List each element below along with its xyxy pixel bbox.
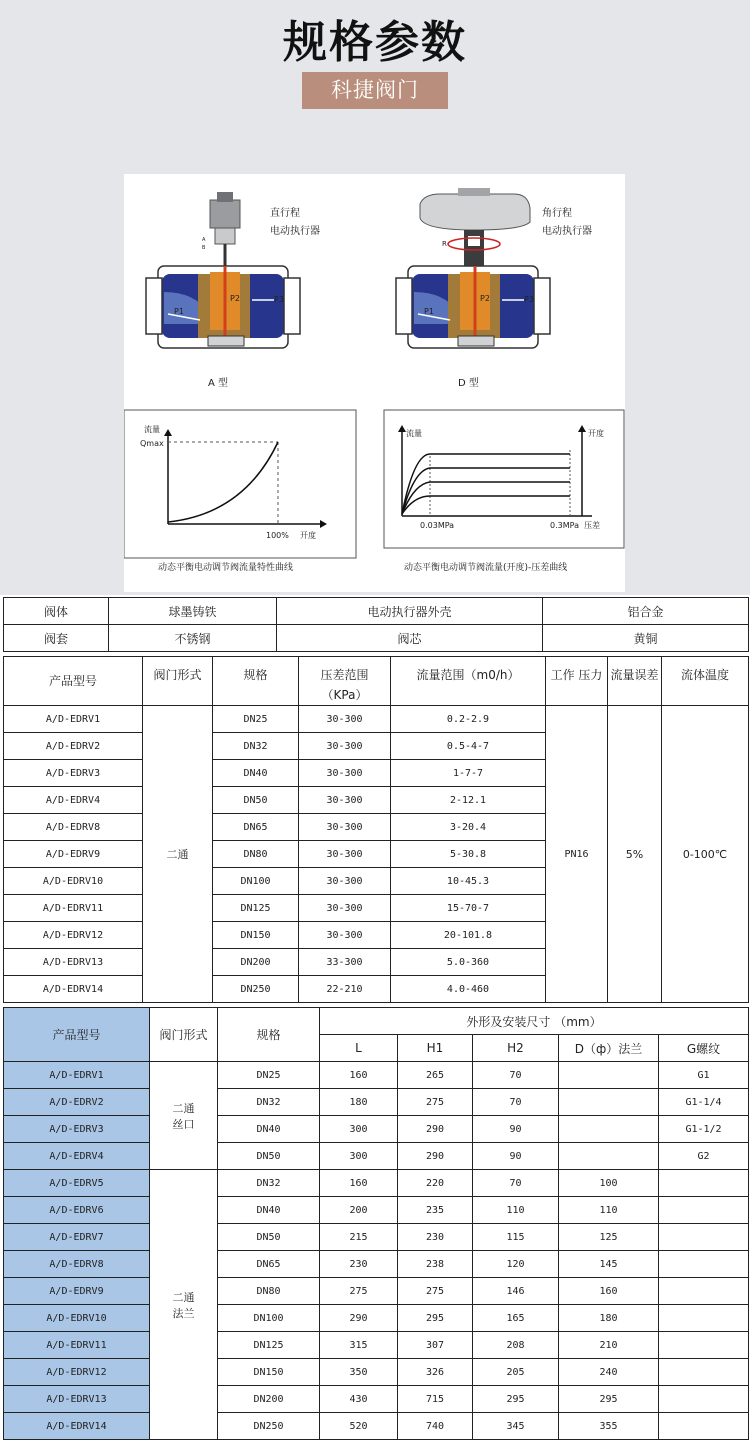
material-value-sleeve: 不锈钢	[109, 625, 277, 652]
h2-cell: 70	[473, 1170, 559, 1197]
table-row	[4, 1386, 749, 1413]
col-header-form: 阀门形式	[143, 657, 213, 706]
form-cell: 二通	[143, 706, 213, 1003]
table-row	[4, 1143, 749, 1170]
actuator-cap-icon	[217, 192, 233, 202]
size-cell: DN125	[218, 1332, 320, 1359]
flange-diameter-cell	[559, 1062, 659, 1089]
flange-diameter-cell: 210	[559, 1332, 659, 1359]
curve-left-xtick: 100%	[266, 531, 289, 540]
flange-diameter-cell: 240	[559, 1359, 659, 1386]
h1-cell: 326	[398, 1359, 473, 1386]
thread-cell	[659, 1197, 749, 1224]
actuator-coupling-icon	[215, 228, 235, 244]
h1-cell: 275	[398, 1278, 473, 1305]
model-cell: A/D-EDRV10	[4, 868, 143, 895]
material-value-actuator-housing: 铝合金	[543, 598, 749, 625]
material-label-sleeve: 阀套	[4, 625, 109, 652]
form-thread-line2: 丝口	[172, 1117, 195, 1131]
valve-diagram	[124, 174, 625, 592]
length-cell: 520	[320, 1413, 398, 1440]
material-value-body: 球墨铸铁	[109, 598, 277, 625]
pressure-diff-cell: 30-300	[299, 706, 391, 733]
size-cell: DN200	[213, 949, 299, 976]
thread-cell	[659, 1305, 749, 1332]
size-cell: DN125	[213, 895, 299, 922]
model-cell: A/D-EDRV10	[4, 1305, 150, 1332]
table-row	[4, 1305, 749, 1332]
valve-a-actuator-label-1: 直行程	[270, 208, 300, 219]
valve-a-p1-label: P1	[174, 307, 184, 316]
length-cell: 290	[320, 1305, 398, 1332]
curve-right-xtick-1: 0.03MPa	[420, 521, 455, 530]
material-label-core: 阀芯	[277, 625, 543, 652]
h2-cell: 295	[473, 1386, 559, 1413]
h1-cell: 238	[398, 1251, 473, 1278]
col-header-size: 规格	[213, 657, 299, 706]
length-cell: 275	[320, 1278, 398, 1305]
dims-header-G: G螺纹	[659, 1035, 749, 1062]
flow-range-cell: 1-7-7	[391, 760, 546, 787]
curve-right-xlabel: 压差	[584, 521, 600, 530]
col-header-pressure: 工作 压力	[546, 657, 608, 706]
model-cell: A/D-EDRV4	[4, 787, 143, 814]
thread-cell	[659, 1413, 749, 1440]
page-title: 规格参数	[283, 17, 467, 68]
size-cell: DN25	[213, 706, 299, 733]
spec-table	[3, 656, 749, 1003]
size-cell: DN50	[218, 1143, 320, 1170]
pressure-diff-cell: 30-300	[299, 787, 391, 814]
length-cell: 160	[320, 1170, 398, 1197]
model-cell: A/D-EDRV7	[4, 1224, 150, 1251]
curve-left-ymax: Qmax	[140, 439, 164, 448]
pressure-diff-cell: 30-300	[299, 868, 391, 895]
model-cell: A/D-EDRV6	[4, 1197, 150, 1224]
dims-header-model: 产品型号	[4, 1008, 150, 1062]
dims-header-H2: H2	[473, 1035, 559, 1062]
length-cell: 315	[320, 1332, 398, 1359]
h1-cell: 290	[398, 1116, 473, 1143]
flow-range-cell: 0.5-4-7	[391, 733, 546, 760]
valve-a-type-label: A 型	[208, 378, 229, 389]
pressure-difference-curve	[384, 410, 624, 573]
pressure-diff-cell: 30-300	[299, 814, 391, 841]
form-thread-line1: 二通	[172, 1101, 195, 1115]
h1-cell: 220	[398, 1170, 473, 1197]
table-row	[4, 1116, 749, 1143]
model-cell: A/D-EDRV14	[4, 1413, 150, 1440]
size-cell: DN80	[213, 841, 299, 868]
h1-cell: 265	[398, 1062, 473, 1089]
length-cell: 430	[320, 1386, 398, 1413]
h1-cell: 290	[398, 1143, 473, 1170]
figure-section	[0, 158, 750, 595]
valve-d-actuator-label-1: 角行程	[542, 208, 572, 219]
valve-d-rotation-label: R	[442, 240, 447, 248]
length-cell: 300	[320, 1143, 398, 1170]
h2-cell: 120	[473, 1251, 559, 1278]
model-cell: A/D-EDRV1	[4, 1062, 150, 1089]
length-cell: 180	[320, 1089, 398, 1116]
size-cell: DN32	[218, 1170, 320, 1197]
size-cell: DN150	[213, 922, 299, 949]
flange-diameter-cell: 145	[559, 1251, 659, 1278]
model-cell: A/D-EDRV8	[4, 814, 143, 841]
length-cell: 200	[320, 1197, 398, 1224]
size-cell: DN150	[218, 1359, 320, 1386]
model-cell: A/D-EDRV13	[4, 1386, 150, 1413]
table-row	[4, 598, 749, 625]
flow-range-cell: 5-30.8	[391, 841, 546, 868]
model-cell: A/D-EDRV1	[4, 706, 143, 733]
model-cell: A/D-EDRV11	[4, 895, 143, 922]
h2-cell: 205	[473, 1359, 559, 1386]
table-row	[4, 706, 749, 733]
materials-table	[3, 597, 749, 652]
pressure-diff-cell: 30-300	[299, 760, 391, 787]
dimensions-table	[3, 1007, 749, 1440]
curve-left-caption: 动态平衡电动调节阀流量特性曲线	[158, 563, 294, 573]
col-header-model: 产品型号	[4, 657, 143, 706]
curve-right-caption: 动态平衡电动调节阀流量(开度)-压差曲线	[404, 563, 568, 573]
flow-range-cell: 4.0-460	[391, 976, 546, 1003]
dims-header-D: D（ф）法兰	[559, 1035, 659, 1062]
pressure-diff-cell: 30-300	[299, 895, 391, 922]
thread-cell: G1-1/2	[659, 1116, 749, 1143]
h1-cell: 235	[398, 1197, 473, 1224]
size-cell: DN32	[213, 733, 299, 760]
valve-d-illustration	[396, 188, 592, 389]
flange-diameter-cell: 295	[559, 1386, 659, 1413]
dims-header-H1: H1	[398, 1035, 473, 1062]
form-cell-thread	[150, 1062, 218, 1170]
thread-cell	[659, 1359, 749, 1386]
table-row	[4, 1197, 749, 1224]
valve-a-actuator-label-2: 电动执行器	[270, 226, 320, 237]
table-row	[4, 1251, 749, 1278]
curve-left-ylabel: 流量	[144, 425, 160, 434]
flow-range-cell: 10-45.3	[391, 868, 546, 895]
flange-diameter-cell: 160	[559, 1278, 659, 1305]
h2-cell: 70	[473, 1062, 559, 1089]
thread-cell	[659, 1278, 749, 1305]
h2-cell: 165	[473, 1305, 559, 1332]
size-cell: DN50	[218, 1224, 320, 1251]
col-header-dp	[299, 657, 391, 706]
curve-left-xlabel: 开度	[300, 531, 316, 540]
flow-range-cell: 3-20.4	[391, 814, 546, 841]
h2-cell: 90	[473, 1116, 559, 1143]
figure-panel	[124, 174, 625, 592]
flow-range-cell: 15-70-7	[391, 895, 546, 922]
model-cell: A/D-EDRV14	[4, 976, 143, 1003]
thread-cell: G1	[659, 1062, 749, 1089]
thread-cell	[659, 1332, 749, 1359]
thread-cell	[659, 1170, 749, 1197]
curve-right-xtick-2: 0.3MPa	[550, 521, 579, 530]
form-flange-line2: 法兰	[172, 1306, 195, 1320]
col-header-flow: 流量范围（m0/h）	[391, 657, 546, 706]
error-cell: 5%	[608, 706, 662, 1003]
flange-diameter-cell: 110	[559, 1197, 659, 1224]
pressure-diff-cell: 33-300	[299, 949, 391, 976]
size-cell: DN25	[218, 1062, 320, 1089]
h1-cell: 715	[398, 1386, 473, 1413]
pressure-diff-cell: 30-300	[299, 733, 391, 760]
thread-cell: G2	[659, 1143, 749, 1170]
model-cell: A/D-EDRV12	[4, 1359, 150, 1386]
col-header-temp: 流体温度	[662, 657, 749, 706]
pressure-diff-cell: 22-210	[299, 976, 391, 1003]
material-label-actuator-housing: 电动执行器外壳	[277, 598, 543, 625]
h1-cell: 740	[398, 1413, 473, 1440]
size-cell: DN50	[213, 787, 299, 814]
pressure-cell: PN16	[546, 706, 608, 1003]
model-cell: A/D-EDRV8	[4, 1251, 150, 1278]
col-header-dp-line2: （KPa）	[321, 688, 368, 702]
flow-range-cell: 5.0-360	[391, 949, 546, 976]
size-cell: DN100	[218, 1305, 320, 1332]
flow-range-cell: 0.2-2.9	[391, 706, 546, 733]
form-flange-line1: 二通	[172, 1290, 195, 1304]
valve-d-p3-label: P3	[524, 295, 534, 304]
model-cell: A/D-EDRV5	[4, 1170, 150, 1197]
curve-right-ylabel: 流量	[406, 429, 422, 438]
curve-right-y2label: 开度	[588, 429, 604, 438]
thread-cell: G1-1/4	[659, 1089, 749, 1116]
dims-header-L: L	[320, 1035, 398, 1062]
flow-range-cell: 20-101.8	[391, 922, 546, 949]
h1-cell: 230	[398, 1224, 473, 1251]
model-cell: A/D-EDRV3	[4, 760, 143, 787]
flange-diameter-cell	[559, 1143, 659, 1170]
linear-actuator-icon	[210, 200, 240, 228]
model-cell: A/D-EDRV4	[4, 1143, 150, 1170]
h1-cell: 307	[398, 1332, 473, 1359]
table-row	[4, 1089, 749, 1116]
h2-cell: 208	[473, 1332, 559, 1359]
size-cell: DN80	[218, 1278, 320, 1305]
length-cell: 215	[320, 1224, 398, 1251]
brand-badge: 科捷阀门	[302, 72, 448, 109]
table-row	[4, 1170, 749, 1197]
h2-cell: 146	[473, 1278, 559, 1305]
model-cell: A/D-EDRV12	[4, 922, 143, 949]
flange-diameter-cell: 355	[559, 1413, 659, 1440]
dims-header-form: 阀门形式	[150, 1008, 218, 1062]
dims-header-group: 外形及安装尺寸 （mm）	[320, 1008, 749, 1035]
size-cell: DN40	[218, 1116, 320, 1143]
flow-characteristic-curve	[124, 410, 356, 573]
table-row	[4, 1224, 749, 1251]
actuator-bracket-icon	[464, 230, 484, 266]
table-row	[4, 625, 749, 652]
thread-cell	[659, 1386, 749, 1413]
length-cell: 300	[320, 1116, 398, 1143]
col-header-dp-line1: 压差范围	[320, 668, 369, 682]
table-row	[4, 1278, 749, 1305]
flange-diameter-cell	[559, 1116, 659, 1143]
model-cell: A/D-EDRV13	[4, 949, 143, 976]
valve-d-p2-label: P2	[480, 294, 490, 303]
size-cell: DN65	[218, 1251, 320, 1278]
thread-cell	[659, 1224, 749, 1251]
flange-diameter-cell: 180	[559, 1305, 659, 1332]
table-header-row	[4, 1008, 749, 1035]
size-cell: DN40	[218, 1197, 320, 1224]
flange-diameter-cell: 100	[559, 1170, 659, 1197]
h2-cell: 345	[473, 1413, 559, 1440]
col-header-error: 流量误差	[608, 657, 662, 706]
spec-table-body	[4, 706, 749, 1003]
h2-cell: 90	[473, 1143, 559, 1170]
valve-d-actuator-label-2: 电动执行器	[542, 226, 592, 237]
valve-a-stroke-a-label: A	[202, 237, 206, 243]
material-value-core: 黄铜	[543, 625, 749, 652]
thread-cell	[659, 1251, 749, 1278]
size-cell: DN250	[218, 1413, 320, 1440]
size-cell: DN100	[213, 868, 299, 895]
dims-header-size: 规格	[218, 1008, 320, 1062]
header-section	[0, 0, 750, 158]
h2-cell: 110	[473, 1197, 559, 1224]
flange-diameter-cell: 125	[559, 1224, 659, 1251]
table-row	[4, 1359, 749, 1386]
size-cell: DN65	[213, 814, 299, 841]
valve-a-p3-label: P3	[274, 295, 284, 304]
length-cell: 350	[320, 1359, 398, 1386]
h2-cell: 70	[473, 1089, 559, 1116]
table-header-row	[4, 657, 749, 706]
pressure-diff-cell: 30-300	[299, 922, 391, 949]
size-cell: DN200	[218, 1386, 320, 1413]
h1-cell: 275	[398, 1089, 473, 1116]
model-cell: A/D-EDRV2	[4, 733, 143, 760]
table-row	[4, 1062, 749, 1089]
valve-d-type-label: D 型	[458, 378, 479, 389]
material-label-body: 阀体	[4, 598, 109, 625]
h2-cell: 115	[473, 1224, 559, 1251]
table-row	[4, 1332, 749, 1359]
size-cell: DN32	[218, 1089, 320, 1116]
dimensions-table-body	[4, 1062, 749, 1440]
length-cell: 230	[320, 1251, 398, 1278]
model-cell: A/D-EDRV3	[4, 1116, 150, 1143]
rotary-actuator-icon	[420, 194, 530, 230]
flange-diameter-cell	[559, 1089, 659, 1116]
model-cell: A/D-EDRV9	[4, 1278, 150, 1305]
size-cell: DN40	[213, 760, 299, 787]
valve-d-p1-label: P1	[424, 307, 434, 316]
valve-a-p2-label: P2	[230, 294, 240, 303]
model-cell: A/D-EDRV11	[4, 1332, 150, 1359]
pressure-diff-cell: 30-300	[299, 841, 391, 868]
model-cell: A/D-EDRV9	[4, 841, 143, 868]
h1-cell: 295	[398, 1305, 473, 1332]
model-cell: A/D-EDRV2	[4, 1089, 150, 1116]
size-cell: DN250	[213, 976, 299, 1003]
form-cell-flange	[150, 1170, 218, 1440]
valve-a-illustration	[146, 192, 320, 389]
valve-a-stroke-b-label: B	[202, 245, 206, 251]
flow-range-cell: 2-12.1	[391, 787, 546, 814]
temperature-cell: 0-100℃	[662, 706, 749, 1003]
length-cell: 160	[320, 1062, 398, 1089]
table-row	[4, 1413, 749, 1440]
